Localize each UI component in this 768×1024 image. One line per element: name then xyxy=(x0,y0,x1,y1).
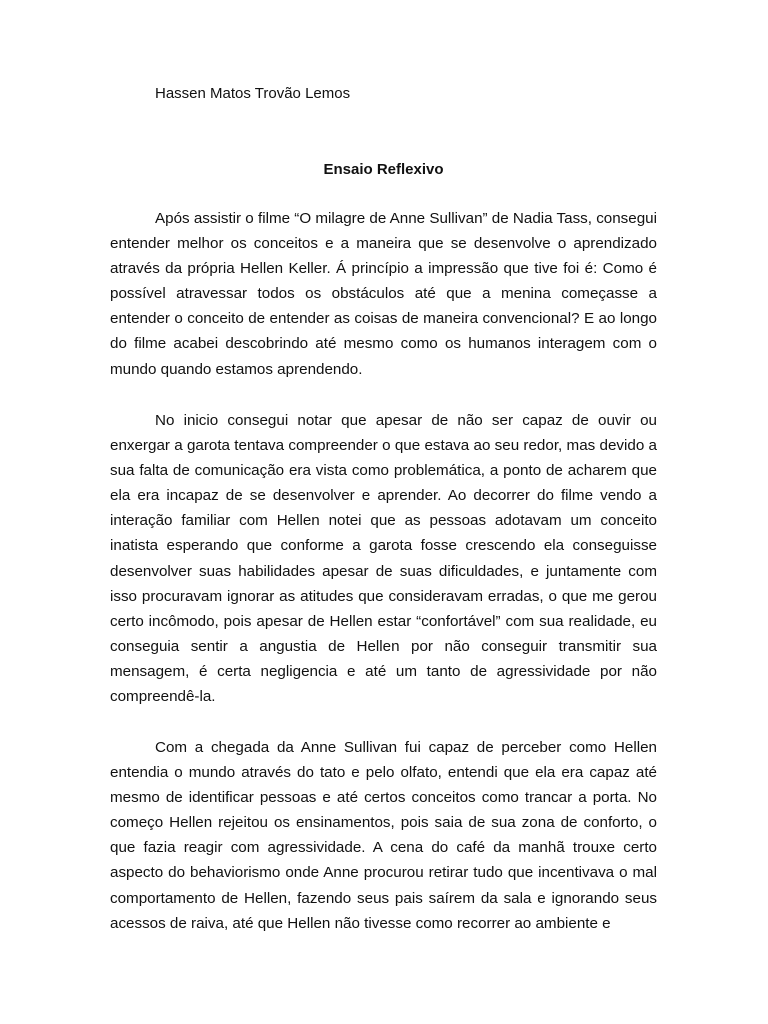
author-name: Hassen Matos Trovão Lemos xyxy=(155,85,351,102)
paragraph-2: No inicio consegui notar que apesar de não ser capaz de ouvir ou enxergar a garota tentava compreender o que estava ao seu redor, mas devido a sua falta de comunicação era vista como problemática, a ponto de acharem que ela era incapaz de se desenvolver e aprender. Ao decorrer do filme vendo a interação familiar com Hellen notei que as pessoas adotavam um conceito inatista esperando que conforme a garota fosse crescendo ela conseguisse desenvolver suas habilidades apesar de suas dificuldades, e juntamente com isso procuravam ignorar as atitudes que consideravam erradas, o que me gerou certo incômodo, pois apesar de Hellen estar “confortável” com sua realidade, eu conseguia sentir a angustia de Hellen por não conseguir transmitir sua mensagem, é certa negligencia e até um tanto de agressividade por não compreendê-la. xyxy=(110,412,657,706)
essay-title: Ensaio Reflexivo xyxy=(323,161,444,178)
paragraph-3: Com a chegada da Anne Sullivan fui capaz de perceber como Hellen entendia o mundo através do tato e pelo olfato, entendi que ela era capaz até mesmo de identificar pessoas e até certos conceitos como trancar a porta. No começo Hellen rejeitou os ensinamentos, pois saia de sua zona de conforto, o que fazia reagir com agressividade. A cena do café da manhã trouxe certo aspecto do behaviorismo onde Anne procurou retirar tudo que incentivava o mal comportamento de Hellen, fazendo seus pais saírem da sala e ignorando seus acessos de raiva, até que Hellen não tivesse como recorrer ao ambiente e xyxy=(110,739,657,932)
paragraph-1: Após assistir o filme “O milagre de Anne Sullivan” de Nadia Tass, consegui entender melhor os conceitos e a maneira que se desenvolve o aprendizado através da própria Hellen Keller. Á princípio a impressão que tive foi é: Como é possível atravessar todos os obstáculos até que a menina começasse a entender o conceito de entender as coisas de maneira convencional? E ao longo do filme acabei descobrindo até mesmo como os humanos interagem com o mundo quando estamos aprendendo. xyxy=(110,210,657,378)
